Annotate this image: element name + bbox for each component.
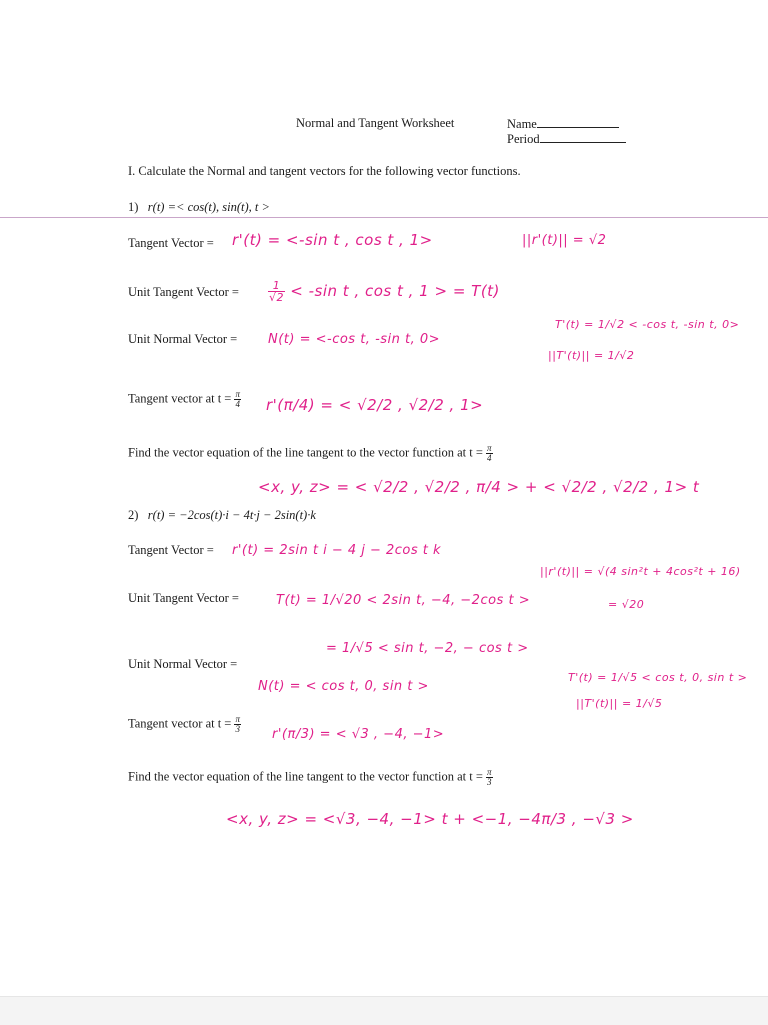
p1-find-line-label: Find the vector equation of the line tangent to the vector function at t = $\frac{\pi}{4}$ [128, 443, 492, 463]
p1-hw-line: <x, y, z> = < √2/2 , √2/2 , π/4 > + < √2/2 , √2/2 , 1> t [258, 478, 700, 496]
p2-hw-tangent: r'(t) = 2sin t i − 4 j − 2cos t k [232, 543, 442, 558]
p1-hw-magnitude: ||r'(t)|| = √2 [522, 233, 607, 248]
problem2-function: r(t) = −2cos(t)·i − 4t·j − 2sin(t)·k [147, 508, 316, 522]
p2-hw-unit-tangent: T(t) = 1/√20 < 2sin t, −4, −2cos t > [276, 593, 531, 608]
p2-hw-tprime: T'(t) = 1/√5 < cos t, 0, sin t > [568, 671, 748, 684]
p1-tangent-at-label: Tangent vector at t = $\frac{\pi}{4}$ [128, 389, 240, 409]
p1-hw-tprime-mag: ||T'(t)|| = 1/√2 [548, 349, 635, 362]
p2-tangent-at-label: Tangent vector at t = $\frac{\pi}{3}$ [128, 714, 240, 734]
p1-hw-unit-tangent: $\frac{1}{√2}$ < -sin t , cos t , 1 > = T(t) [269, 279, 500, 304]
p2-hw-unit-normal: N(t) = < cos t, 0, sin t > [258, 679, 429, 694]
p2-hw-magnitude2: = √20 [608, 598, 645, 611]
p1-hw-tprime: T'(t) = 1/√2 < -cos t, -sin t, 0> [555, 318, 740, 331]
p2-find-line-label: Find the vector equation of the line tangent to the vector function at t = $\frac{\pi}{3}$ [128, 767, 492, 787]
name-label: Name [507, 117, 537, 131]
horizontal-rule [0, 217, 768, 218]
problem1-function: r(t) =< cos(t), sin(t), t > [147, 200, 270, 214]
p1-hw-unit-tangent-fraction: $\frac{1}{√2}$ [269, 279, 285, 304]
name-blank [537, 116, 619, 128]
worksheet-title: Normal and Tangent Worksheet [296, 116, 455, 130]
p2-hw-tangent-at: r'(π/3) = < √3 , −4, −1> [272, 727, 445, 742]
p2-unit-tangent-label: Unit Tangent Vector = [128, 591, 239, 605]
problem2-header [128, 508, 316, 523]
name-field [507, 116, 619, 132]
p1-unit-normal-label: Unit Normal Vector = [128, 332, 238, 346]
p1-hw-tangent-at: r'(π/4) = < √2/2 , √2/2 , 1> [266, 396, 484, 414]
problem1-number: 1) [128, 200, 139, 214]
problem1-header [128, 200, 270, 215]
p1-hw-unit-normal: N(t) = <-cos t, -sin t, 0> [268, 332, 441, 347]
p2-unit-normal-label: Unit Normal Vector = [128, 657, 238, 671]
period-field [507, 131, 626, 147]
period-blank [540, 131, 626, 143]
p2-hw-magnitude: ||r'(t)|| = √(4 sin²t + 4cos²t + 16) [540, 565, 741, 578]
page-bottom-edge [0, 996, 768, 1025]
p1-hw-tangent: r'(t) = <-sin t , cos t , 1> [232, 231, 433, 249]
p2-tangent-label: Tangent Vector = [128, 543, 214, 557]
p2-hw-tprime-mag: ||T'(t)|| = 1/√5 [576, 697, 663, 710]
p2-hw-line: <x, y, z> = <√3, −4, −1> t + <−1, −4π/3 , −√3 > [226, 810, 634, 828]
p2-hw-unit-tangent2: = 1/√5 < sin t, −2, − cos t > [326, 641, 529, 656]
problem2-number: 2) [128, 508, 139, 522]
section-heading: I. Calculate the Normal and tangent vectors for the following vector functions. [128, 164, 521, 178]
period-label: Period [507, 132, 540, 146]
p1-unit-tangent-label: Unit Tangent Vector = [128, 285, 239, 299]
p1-tangent-label: Tangent Vector = [128, 236, 214, 250]
